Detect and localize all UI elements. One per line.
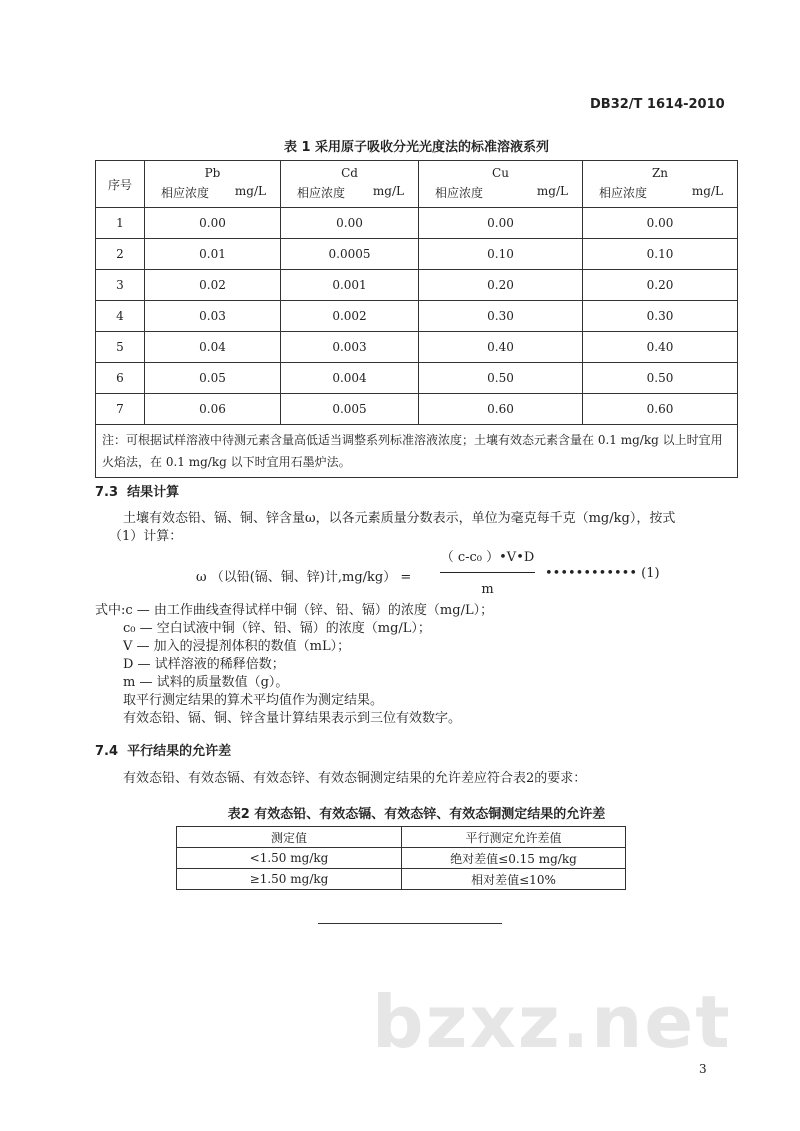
table-cell: 0.20	[419, 270, 583, 301]
section-7-4-heading	[95, 740, 231, 759]
table-cell: 7	[96, 394, 145, 425]
table-cell: ≥1.50 mg/kg	[177, 869, 402, 890]
page-number: 3	[699, 1062, 707, 1076]
table-cell: 2	[96, 239, 145, 270]
table-cell: 0.10	[583, 239, 738, 270]
equation-number: •••••••••••• (1)	[545, 566, 660, 581]
table-cell: 4	[96, 301, 145, 332]
concentration-label: 相应浓度	[161, 185, 210, 200]
table-cell: 0.0005	[281, 239, 419, 270]
table-row	[177, 848, 626, 869]
table-cell: 0.00	[281, 208, 419, 239]
table-row	[96, 363, 738, 394]
table-row	[96, 270, 738, 301]
pb-header	[145, 161, 281, 208]
table-cell: 0.30	[419, 301, 583, 332]
table-cell: <1.50 mg/kg	[177, 848, 402, 869]
table-row	[177, 869, 626, 890]
watermark: bzxz.net	[372, 980, 732, 1064]
table-cell: 0.40	[419, 332, 583, 363]
table-cell: 0.30	[583, 301, 738, 332]
tolerance-table	[176, 826, 626, 890]
table-note-row	[96, 425, 738, 478]
table-cell: 0.10	[419, 239, 583, 270]
section-7-4-intro: 有效态铅、有效态镉、有效态锌、有效态铜测定结果的允许差应符合表2的要求：	[123, 771, 587, 786]
table-cell: 6	[96, 363, 145, 394]
section-title: 结果计算	[127, 485, 180, 500]
table-cell: 0.001	[281, 270, 419, 301]
unit-label: mg/L	[372, 183, 404, 198]
element-label: Zn	[651, 165, 669, 180]
cd-header	[281, 161, 419, 208]
concentration-label: 相应浓度	[297, 185, 346, 200]
table-row	[96, 301, 738, 332]
table-row	[96, 394, 738, 425]
table-row	[96, 332, 738, 363]
table-cell: 绝对差值≤0.15 mg/kg	[402, 848, 626, 869]
where-line: 有效态铅、镉、铜、锌含量计算结果表示到三位有效数字。	[123, 711, 462, 726]
table-cell: 0.05	[145, 363, 281, 394]
where-line: 取平行测定结果的算术平均值作为测定结果。	[123, 693, 384, 708]
section-7-3-heading	[95, 481, 179, 500]
section-number: 7.3	[95, 485, 119, 500]
table-cell: 0.002	[281, 301, 419, 332]
formula-denominator: m	[481, 582, 494, 597]
table-cell: 0.50	[583, 363, 738, 394]
unit-label: mg/L	[536, 183, 568, 198]
table-cell: 0.04	[145, 332, 281, 363]
cu-header	[419, 161, 583, 208]
unit-label: mg/L	[234, 183, 266, 198]
concentration-label: 相应浓度	[435, 185, 484, 200]
table-cell: 0.60	[583, 394, 738, 425]
table-cell: 0.02	[145, 270, 281, 301]
table-cell: 0.03	[145, 301, 281, 332]
element-label: Cu	[492, 165, 509, 180]
table-cell: 0.00	[145, 208, 281, 239]
end-rule	[318, 923, 502, 924]
table-row	[96, 208, 738, 239]
concentration-label: 相应浓度	[599, 185, 648, 200]
section-title: 平行结果的允许差	[127, 744, 232, 759]
unit-label: mg/L	[691, 183, 723, 198]
table-cell: 0.40	[583, 332, 738, 363]
section-number: 7.4	[95, 744, 119, 759]
where-line: D — 试样溶液的稀释倍数；	[123, 657, 285, 672]
table-cell: 0.50	[419, 363, 583, 394]
fraction-bar	[440, 572, 535, 573]
table-cell: 0.06	[145, 394, 281, 425]
column-header: 平行测定允许差值	[402, 827, 626, 848]
table1-caption: 表 1 采用原子吸收分光光度法的标准溶液系列	[283, 140, 550, 155]
column-header: 测定值	[177, 827, 402, 848]
table-cell: 5	[96, 332, 145, 363]
table-cell: 1	[96, 208, 145, 239]
intro-paragraph-line1: 土壤有效态铅、镉、铜、锌含量ω，以各元素质量分数表示，单位为毫克每千克（mg/kg），按式	[123, 511, 676, 526]
table-cell: 0.003	[281, 332, 419, 363]
standard-solution-table	[95, 160, 738, 478]
table1-header-row	[96, 161, 738, 208]
where-line: V — 加入的浸提剂体积的数值（mL）；	[123, 639, 351, 654]
table-cell: 0.00	[419, 208, 583, 239]
element-label: Pb	[204, 165, 221, 180]
table-cell: 0.20	[583, 270, 738, 301]
table2-caption: 表2 有效态铅、有效态镉、有效态锌、有效态铜测定结果的允许差	[227, 807, 606, 822]
where-line: 式中:c — 由工作曲线查得试样中铜（锌、铅、镉）的浓度（mg/L）；	[95, 603, 494, 618]
table-cell: 0.005	[281, 394, 419, 425]
standard-number: DB32/T 1614-2010	[590, 97, 725, 112]
table-cell: 0.00	[583, 208, 738, 239]
intro-paragraph-line2: （1）计算：	[109, 529, 183, 544]
table-cell: 0.01	[145, 239, 281, 270]
table-cell: 相对差值≤10%	[402, 869, 626, 890]
element-label: Cd	[341, 165, 358, 180]
table-cell: 0.004	[281, 363, 419, 394]
table-row	[96, 239, 738, 270]
table-cell: 3	[96, 270, 145, 301]
where-line: c₀ — 空白试液中铜（锌、铅、镉）的浓度（mg/L）；	[123, 621, 431, 636]
seq-header: 序号	[96, 161, 145, 208]
table-cell: 0.60	[419, 394, 583, 425]
table-note: 注：可根据试样溶液中待测元素含量高低适当调整系列标准溶液浓度；土壤有效态元素含量在 0.1 mg/kg 以上时宜用火焰法，在 0.1 mg/kg 以下时宜用石墨炉法。	[96, 425, 738, 478]
formula-numerator: （ c-c₀ ）•V•D	[440, 550, 535, 565]
formula-lhs: ω （以铅(镉、铜、锌)计,mg/kg） =	[196, 570, 412, 585]
table2-header-row	[177, 827, 626, 848]
where-line: m — 试料的质量数值（g）。	[123, 675, 289, 690]
zn-header	[583, 161, 738, 208]
